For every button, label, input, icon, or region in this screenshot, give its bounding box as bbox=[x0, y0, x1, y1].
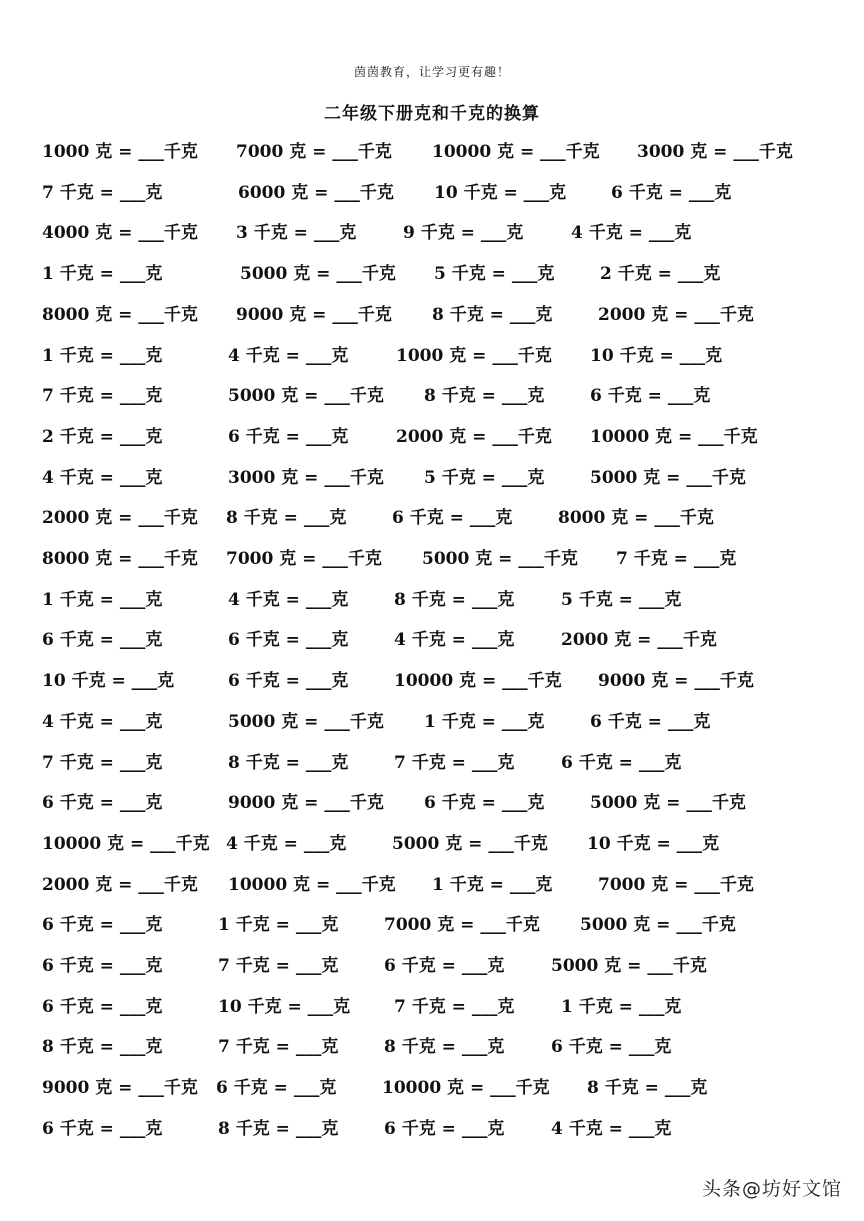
conversion-problem: 10000 克 = ___千克 bbox=[228, 875, 396, 895]
conversion-problem: 8000 克 = ___千克 bbox=[558, 508, 714, 528]
page-header: 茵茵教育，让学习更有趣！ bbox=[353, 65, 510, 79]
conversion-problem: 7 千克 = ___克 bbox=[42, 183, 163, 203]
watermark: 头条@坊好文馆 bbox=[701, 1178, 842, 1200]
conversion-problem: 7000 克 = ___千克 bbox=[598, 875, 754, 895]
conversion-problem: 1 千克 = ___克 bbox=[432, 875, 553, 895]
conversion-problem: 6 千克 = ___克 bbox=[551, 1037, 672, 1057]
conversion-problem: 4 千克 = ___克 bbox=[42, 468, 163, 488]
conversion-problem: 6 千克 = ___克 bbox=[611, 183, 732, 203]
conversion-problem: 8 千克 = ___克 bbox=[226, 508, 347, 528]
conversion-problem: 5000 克 = ___千克 bbox=[580, 915, 736, 935]
conversion-problem: 6 千克 = ___克 bbox=[590, 386, 711, 406]
conversion-problem: 3000 克 = ___千克 bbox=[228, 468, 384, 488]
conversion-problem: 9000 克 = ___千克 bbox=[598, 671, 754, 691]
conversion-problem: 6 千克 = ___克 bbox=[561, 753, 682, 773]
conversion-problem: 4 千克 = ___克 bbox=[228, 590, 349, 610]
conversion-problem: 9000 克 = ___千克 bbox=[236, 305, 392, 325]
conversion-problem: 8 千克 = ___克 bbox=[432, 305, 553, 325]
conversion-problem: 6000 克 = ___千克 bbox=[238, 183, 394, 203]
conversion-problem: 6 千克 = ___克 bbox=[384, 956, 505, 976]
conversion-problem: 8000 克 = ___千克 bbox=[42, 305, 198, 325]
conversion-problem: 1 千克 = ___克 bbox=[42, 346, 163, 366]
conversion-problem: 8 千克 = ___克 bbox=[228, 753, 349, 773]
conversion-problem: 2 千克 = ___克 bbox=[600, 264, 721, 284]
conversion-problem: 3 千克 = ___克 bbox=[236, 223, 357, 243]
conversion-problem: 7000 克 = ___千克 bbox=[236, 142, 392, 162]
conversion-problem: 4 千克 = ___克 bbox=[42, 712, 163, 732]
conversion-problem: 4 千克 = ___克 bbox=[394, 630, 515, 650]
conversion-problem: 2 千克 = ___克 bbox=[42, 427, 163, 447]
conversion-problem: 6 千克 = ___克 bbox=[42, 956, 163, 976]
page-title: 二年级下册克和千克的换算 bbox=[324, 104, 540, 124]
conversion-problem: 5000 克 = ___千克 bbox=[422, 549, 578, 569]
conversion-problem: 6 千克 = ___克 bbox=[392, 508, 513, 528]
conversion-problem: 6 千克 = ___克 bbox=[42, 1119, 163, 1139]
conversion-problem: 6 千克 = ___克 bbox=[42, 997, 163, 1017]
conversion-problem: 4 千克 = ___克 bbox=[228, 346, 349, 366]
conversion-problem: 5000 克 = ___千克 bbox=[590, 793, 746, 813]
conversion-problem: 6 千克 = ___克 bbox=[216, 1078, 337, 1098]
conversion-problem: 7 千克 = ___克 bbox=[218, 956, 339, 976]
conversion-problem: 1 千克 = ___克 bbox=[42, 590, 163, 610]
conversion-problem: 6 千克 = ___克 bbox=[590, 712, 711, 732]
conversion-problem: 1000 克 = ___千克 bbox=[42, 142, 198, 162]
conversion-problem: 7000 克 = ___千克 bbox=[384, 915, 540, 935]
conversion-problem: 7 千克 = ___克 bbox=[616, 549, 737, 569]
conversion-problem: 6 千克 = ___克 bbox=[228, 671, 349, 691]
conversion-problem: 6 千克 = ___克 bbox=[42, 915, 163, 935]
conversion-problem: 4 千克 = ___克 bbox=[226, 834, 347, 854]
conversion-problem: 10000 克 = ___千克 bbox=[394, 671, 562, 691]
conversion-problem: 6 千克 = ___克 bbox=[384, 1119, 505, 1139]
conversion-problem: 6 千克 = ___克 bbox=[228, 630, 349, 650]
conversion-problem: 5 千克 = ___克 bbox=[561, 590, 682, 610]
conversion-problem: 8 千克 = ___克 bbox=[218, 1119, 339, 1139]
conversion-problem: 8000 克 = ___千克 bbox=[42, 549, 198, 569]
conversion-problem: 1 千克 = ___克 bbox=[561, 997, 682, 1017]
conversion-problem: 1000 克 = ___千克 bbox=[396, 346, 552, 366]
conversion-problem: 10 千克 = ___克 bbox=[587, 834, 720, 854]
conversion-problem: 8 千克 = ___克 bbox=[384, 1037, 505, 1057]
conversion-problem: 7000 克 = ___千克 bbox=[226, 549, 382, 569]
conversion-problem: 5000 克 = ___千克 bbox=[590, 468, 746, 488]
conversion-problem: 5000 克 = ___千克 bbox=[392, 834, 548, 854]
conversion-problem: 8 千克 = ___克 bbox=[424, 386, 545, 406]
conversion-problem: 5000 克 = ___千克 bbox=[228, 386, 384, 406]
conversion-problem: 4000 克 = ___千克 bbox=[42, 223, 198, 243]
conversion-problem: 2000 克 = ___千克 bbox=[598, 305, 754, 325]
conversion-problem: 5 千克 = ___克 bbox=[434, 264, 555, 284]
conversion-problem: 2000 克 = ___千克 bbox=[42, 875, 198, 895]
conversion-problem: 10000 克 = ___千克 bbox=[382, 1078, 550, 1098]
conversion-problem: 6 千克 = ___克 bbox=[42, 630, 163, 650]
conversion-problem: 1 千克 = ___克 bbox=[218, 915, 339, 935]
conversion-problem: 2000 克 = ___千克 bbox=[561, 630, 717, 650]
conversion-problem: 8 千克 = ___克 bbox=[42, 1037, 163, 1057]
conversion-problem: 10 千克 = ___克 bbox=[218, 997, 351, 1017]
conversion-problem: 7 千克 = ___克 bbox=[42, 386, 163, 406]
conversion-problem: 10 千克 = ___克 bbox=[42, 671, 175, 691]
conversion-problem: 2000 克 = ___千克 bbox=[42, 508, 198, 528]
conversion-problem: 7 千克 = ___克 bbox=[218, 1037, 339, 1057]
conversion-problem: 4 千克 = ___克 bbox=[571, 223, 692, 243]
conversion-problem: 5000 克 = ___千克 bbox=[228, 712, 384, 732]
conversion-problem: 7 千克 = ___克 bbox=[42, 753, 163, 773]
conversion-problem: 6 千克 = ___克 bbox=[42, 793, 163, 813]
conversion-problem: 9 千克 = ___克 bbox=[403, 223, 524, 243]
conversion-problem: 1 千克 = ___克 bbox=[42, 264, 163, 284]
conversion-problem: 6 千克 = ___克 bbox=[424, 793, 545, 813]
conversion-problem: 9000 克 = ___千克 bbox=[42, 1078, 198, 1098]
conversion-problem: 10000 克 = ___千克 bbox=[590, 427, 758, 447]
conversion-problem: 10 千克 = ___克 bbox=[590, 346, 723, 366]
conversion-problem: 2000 克 = ___千克 bbox=[396, 427, 552, 447]
conversion-problem: 10000 克 = ___千克 bbox=[42, 834, 210, 854]
conversion-problem: 1 千克 = ___克 bbox=[424, 712, 545, 732]
conversion-problem: 6 千克 = ___克 bbox=[228, 427, 349, 447]
conversion-problem: 10000 克 = ___千克 bbox=[432, 142, 600, 162]
conversion-problem: 9000 克 = ___千克 bbox=[228, 793, 384, 813]
conversion-problem: 7 千克 = ___克 bbox=[394, 753, 515, 773]
conversion-problem: 5000 克 = ___千克 bbox=[551, 956, 707, 976]
conversion-problem: 5000 克 = ___千克 bbox=[240, 264, 396, 284]
conversion-problem: 7 千克 = ___克 bbox=[394, 997, 515, 1017]
conversion-problem: 4 千克 = ___克 bbox=[551, 1119, 672, 1139]
conversion-problem: 3000 克 = ___千克 bbox=[637, 142, 793, 162]
conversion-problem: 8 千克 = ___克 bbox=[394, 590, 515, 610]
conversion-problem: 5 千克 = ___克 bbox=[424, 468, 545, 488]
conversion-problem: 8 千克 = ___克 bbox=[587, 1078, 708, 1098]
conversion-problem: 10 千克 = ___克 bbox=[434, 183, 567, 203]
